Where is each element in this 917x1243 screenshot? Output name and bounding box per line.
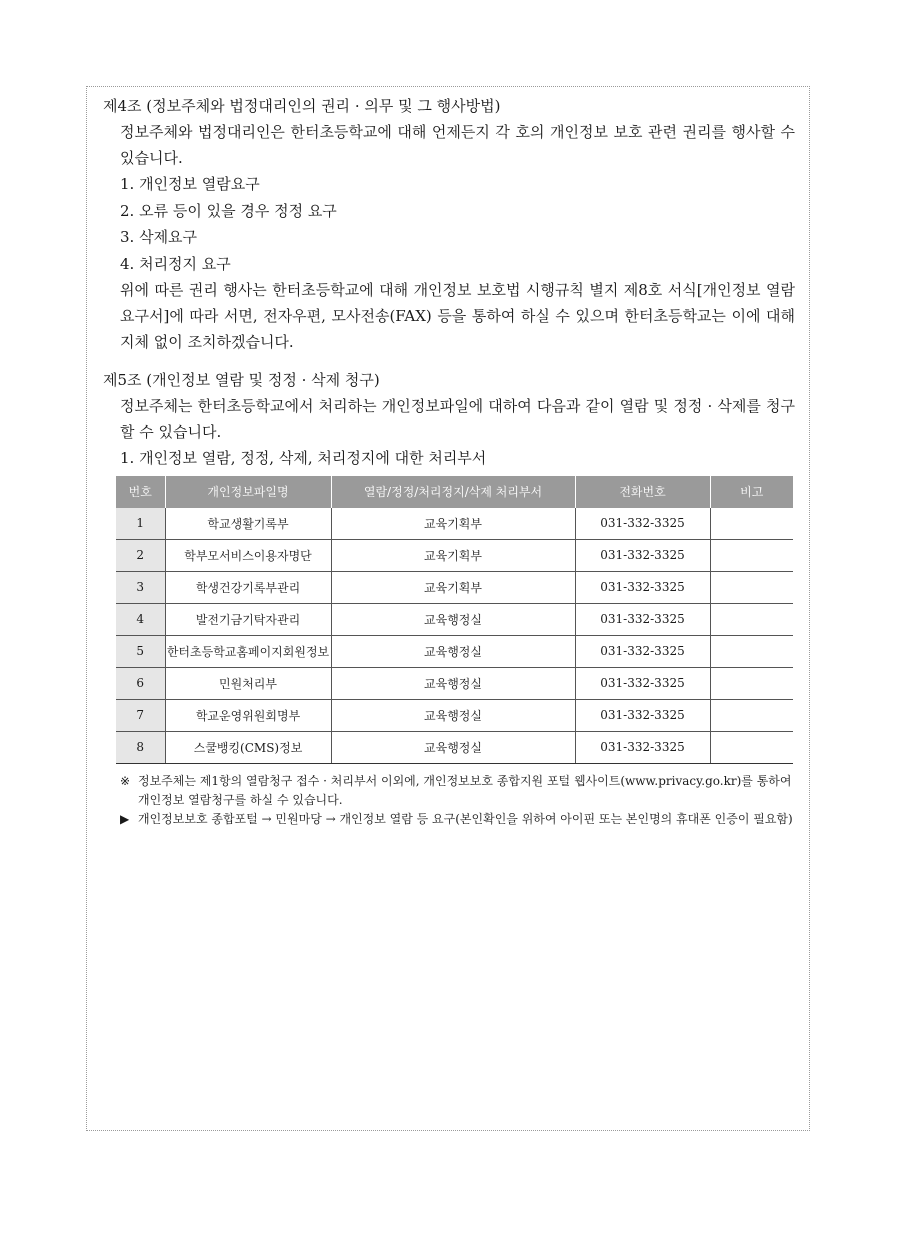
row-department: 교육행정실 [331,603,575,635]
row-phone: 031-332-3325 [575,667,710,699]
row-department: 교육기획부 [331,539,575,571]
row-remarks [710,508,793,540]
article4-item: 1. 개인정보 열람요구 [120,175,260,193]
row-phone: 031-332-3325 [575,539,710,571]
article4-item: 4. 처리정지 요구 [120,254,231,273]
row-remarks [710,603,793,635]
row-number: 7 [116,699,165,731]
row-remarks [710,699,793,731]
table-header-row [116,476,793,508]
row-file-name: 학부모서비스이용자명단 [165,539,331,571]
article4-item: 3. 삭제요구 [120,228,198,246]
row-phone: 031-332-3325 [575,635,710,667]
row-remarks [710,667,793,699]
row-file-name: 한터초등학교홈페이지회원정보 [165,635,331,667]
row-department: 교육행정실 [331,731,575,763]
row-remarks [710,635,793,667]
row-department: 교육행정실 [331,667,575,699]
reference-mark-icon: ※ [120,773,131,788]
row-file-name: 학교운영위원회명부 [165,699,331,731]
table-row [116,667,793,699]
row-department: 교육행정실 [331,699,575,731]
row-phone: 031-332-3325 [575,508,710,540]
row-department: 교육행정실 [331,635,575,667]
header-remarks: 비고 [710,476,793,508]
row-number: 1 [116,508,165,540]
table-row [116,635,793,667]
table-row [116,571,793,603]
row-number: 6 [116,667,165,699]
row-phone: 031-332-3325 [575,731,710,763]
header-phone: 전화번호 [575,476,710,508]
header-file-name: 개인정보파일명 [165,476,331,508]
row-remarks [710,571,793,603]
row-department: 교육기획부 [331,571,575,603]
row-remarks [710,731,793,763]
footnote [120,772,795,810]
footnote-text: 정보주체는 제1항의 열람청구 접수 · 처리부서 이외에, 개인정보보호 종합지원 포털 웹사이트(www.privacy.go.kr)를 통하여 개인정보 열람청구를 하실 수 있습니다. [138,773,792,807]
article5-item: 1. 개인정보 열람, 정정, 삭제, 처리정지에 대한 처리부서 [120,449,487,467]
header-department: 열람/정정/처리정지/삭제 처리부서 [331,476,575,508]
document-body [103,93,795,829]
row-number: 3 [116,571,165,603]
row-file-name: 학교생활기록부 [165,508,331,540]
row-file-name: 스쿨뱅킹(CMS)정보 [165,731,331,763]
table-row [116,539,793,571]
table-row [116,731,793,763]
article5-intro: 정보주체는 한터초등학교에서 처리하는 개인정보파일에 대하여 다음과 같이 열람 및 정정 · 삭제를 청구할 수 있습니다. [120,397,795,441]
article4-heading: 제4조 (정보주체와 법정대리인의 권리 · 의무 및 그 행사방법) [103,97,501,115]
department-table [116,476,793,764]
arrow-bullet-icon: ▶ [120,811,130,826]
row-number: 8 [116,731,165,763]
row-remarks [710,539,793,571]
header-number: 번호 [116,476,165,508]
row-file-name: 발전기금기탁자관리 [165,603,331,635]
row-phone: 031-332-3325 [575,603,710,635]
row-phone: 031-332-3325 [575,699,710,731]
table-row [116,699,793,731]
article4-closing: 위에 따른 권리 행사는 한터초등학교에 대해 개인정보 보호법 시행규칙 별지 제8호 서식[개인정보 열람 요구서]에 따라 서면, 전자우편, 모사전송(FAX) 등을 통하여 하실 수 있으며 한터초등학교는 이에 대해 지체 없이 조치하겠습니다. [120,281,795,351]
article4-intro: 정보주체와 법정대리인은 한터초등학교에 대해 언제든지 각 호의 개인정보 보호 관련 권리를 행사할 수 있습니다. [120,123,795,167]
row-phone: 031-332-3325 [575,571,710,603]
row-number: 2 [116,539,165,571]
article4-item: 2. 오류 등이 있을 경우 정정 요구 [120,201,337,220]
row-file-name: 민원처리부 [165,667,331,699]
row-file-name: 학생건강기록부관리 [165,571,331,603]
table-row [116,603,793,635]
footnote [120,810,795,829]
row-number: 5 [116,635,165,667]
article5-heading: 제5조 (개인정보 열람 및 정정 · 삭제 청구) [103,371,380,389]
row-department: 교육기획부 [331,508,575,540]
table-row [116,508,793,540]
footnote-text: 개인정보보호 종합포털 → 민원마당 → 개인정보 열람 등 요구(본인확인을 위하여 아이핀 또는 본인명의 휴대폰 인증이 필요함) [138,811,793,826]
row-number: 4 [116,603,165,635]
